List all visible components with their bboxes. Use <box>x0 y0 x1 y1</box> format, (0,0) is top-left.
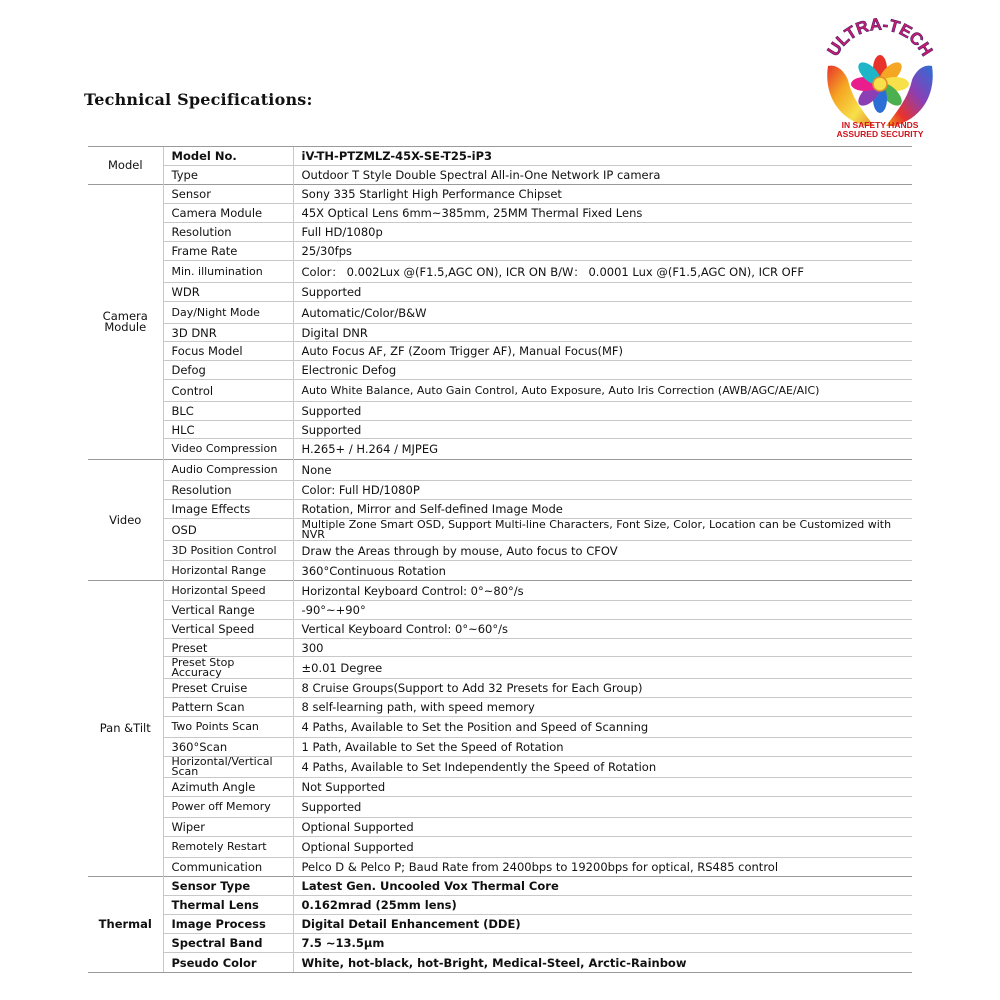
spec-value: Automatic/Color/B&W <box>293 302 912 324</box>
spec-value: iV-TH-PTZMLZ-45X-SE-T25-iP3 <box>293 147 912 166</box>
logo-tagline-1: IN SAFETY HANDS <box>841 120 919 130</box>
table-row <box>88 166 912 185</box>
spec-value: Digital Detail Enhancement (DDE) <box>293 915 912 934</box>
spec-item: Focus Model <box>163 342 293 361</box>
spec-value: 4 Paths, Available to Set Independently the Speed of Rotation <box>293 757 912 778</box>
table-row <box>88 421 912 439</box>
spec-value: ±0.01 Degree <box>293 657 912 679</box>
spec-item: Horizontal Range <box>163 561 293 581</box>
table-row <box>88 858 912 877</box>
spec-item: Horizontal Speed <box>163 581 293 601</box>
spec-item: Spectral Band <box>163 934 293 953</box>
spec-item: Power off Memory <box>163 797 293 818</box>
table-row <box>88 797 912 818</box>
table-row <box>88 657 912 679</box>
table-row <box>88 896 912 915</box>
table-row <box>88 601 912 620</box>
spec-item: Wiper <box>163 818 293 837</box>
table-row <box>88 717 912 738</box>
spec-item: Communication <box>163 858 293 877</box>
spec-value: Not Supported <box>293 778 912 797</box>
spec-item: Image Effects <box>163 500 293 519</box>
spec-item: Two Points Scan <box>163 717 293 738</box>
spec-item: Video Compression <box>163 439 293 460</box>
spec-value: Supported <box>293 283 912 302</box>
spec-item: Min. illumination <box>163 261 293 283</box>
table-row <box>88 204 912 223</box>
table-row <box>88 561 912 581</box>
section-camera-module: Camera Module <box>88 185 163 460</box>
spec-item: Model No. <box>163 147 293 166</box>
spec-value: 7.5 ~13.5μm <box>293 934 912 953</box>
spec-item: 3D DNR <box>163 324 293 342</box>
spec-value: Color： 0.002Lux @(F1.5,AGC ON), ICR ON B/W： 0.0001 Lux @(F1.5,AGC ON), ICR OFF <box>293 261 912 283</box>
table-row <box>88 639 912 657</box>
table-row <box>88 541 912 561</box>
spec-value: Optional Supported <box>293 837 912 858</box>
spec-item: Type <box>163 166 293 185</box>
spec-value: Color: Full HD/1080P <box>293 481 912 500</box>
table-row <box>88 738 912 757</box>
spec-value: Supported <box>293 797 912 818</box>
spec-item: Sensor Type <box>163 877 293 896</box>
spec-item: BLC <box>163 402 293 421</box>
spec-value: Latest Gen. Uncooled Vox Thermal Core <box>293 877 912 896</box>
table-row <box>88 757 912 778</box>
table-row <box>88 439 912 460</box>
spec-value: H.265+ / H.264 / MJPEG <box>293 439 912 460</box>
ultra-tech-logo <box>814 14 946 146</box>
table-row <box>88 380 912 402</box>
table-row <box>88 402 912 421</box>
spec-item: Preset Stop Accuracy <box>163 657 293 679</box>
spec-item: Audio Compression <box>163 460 293 481</box>
spec-item: Pattern Scan <box>163 698 293 717</box>
table-row <box>88 837 912 858</box>
table-row <box>88 460 912 481</box>
table-row <box>88 261 912 283</box>
table-row <box>88 915 912 934</box>
spec-item: Defog <box>163 361 293 380</box>
spec-item: 3D Position Control <box>163 541 293 561</box>
table-row <box>88 283 912 302</box>
page-title: Technical Specifications: <box>84 90 313 109</box>
spec-item: Azimuth Angle <box>163 778 293 797</box>
spec-value: Horizontal Keyboard Control: 0°~80°/s <box>293 581 912 601</box>
spec-item: Horizontal/Vertical Scan <box>163 757 293 778</box>
table-row <box>88 185 912 204</box>
table-row <box>88 934 912 953</box>
spec-item: WDR <box>163 283 293 302</box>
spec-value: -90°~+90° <box>293 601 912 620</box>
table-row <box>88 223 912 242</box>
table-row <box>88 481 912 500</box>
spec-value: Draw the Areas through by mouse, Auto focus to CFOV <box>293 541 912 561</box>
spec-item: Frame Rate <box>163 242 293 261</box>
table-row <box>88 698 912 717</box>
spec-value: 1 Path, Available to Set the Speed of Rotation <box>293 738 912 757</box>
spec-item: 360°Scan <box>163 738 293 757</box>
spec-value: None <box>293 460 912 481</box>
table-row <box>88 818 912 837</box>
table-row <box>88 500 912 519</box>
logo-brand: ULTRA-TECH <box>823 14 937 60</box>
spec-value: 8 Cruise Groups(Support to Add 32 Presets for Each Group) <box>293 679 912 698</box>
spec-value: 45X Optical Lens 6mm~385mm, 25MM Thermal Fixed Lens <box>293 204 912 223</box>
spec-item: Image Process <box>163 915 293 934</box>
table-row <box>88 581 912 601</box>
spec-value: 0.162mrad (25mm lens) <box>293 896 912 915</box>
spec-item: HLC <box>163 421 293 439</box>
spec-item: Resolution <box>163 481 293 500</box>
spec-value: Full HD/1080p <box>293 223 912 242</box>
spec-item: Vertical Speed <box>163 620 293 639</box>
spec-item: Control <box>163 380 293 402</box>
table-row <box>88 877 912 896</box>
table-row <box>88 302 912 324</box>
section-thermal: Thermal <box>88 877 163 973</box>
spec-value: Electronic Defog <box>293 361 912 380</box>
table-row <box>88 778 912 797</box>
spec-value: Digital DNR <box>293 324 912 342</box>
spec-item: Day/Night Mode <box>163 302 293 324</box>
spec-value: Outdoor T Style Double Spectral All-in-One Network IP camera <box>293 166 912 185</box>
svg-text:ULTRA-TECH <box>824 15 937 60</box>
spec-value: Multiple Zone Smart OSD, Support Multi-line Characters, Font Size, Color, Location can be Customized with NVR <box>293 519 912 541</box>
spec-value: Auto Focus AF, ZF (Zoom Trigger AF), Manual Focus(MF) <box>293 342 912 361</box>
spec-item: Thermal Lens <box>163 896 293 915</box>
spec-value: 8 self-learning path, with speed memory <box>293 698 912 717</box>
spec-value: Auto White Balance, Auto Gain Control, Auto Exposure, Auto Iris Correction (AWB/AGC/AE/AIC) <box>293 380 912 402</box>
table-row <box>88 324 912 342</box>
spec-value: Supported <box>293 402 912 421</box>
table-row <box>88 361 912 380</box>
table-row <box>88 342 912 361</box>
table-row <box>88 953 912 973</box>
table-row <box>88 519 912 541</box>
table-row <box>88 679 912 698</box>
section-pan-tilt: Pan &Tilt <box>88 581 163 877</box>
table-row <box>88 620 912 639</box>
spec-item: Vertical Range <box>163 601 293 620</box>
logo-tagline-2: ASSURED SECURITY <box>836 129 924 139</box>
spec-item: Preset Cruise <box>163 679 293 698</box>
section-model: Model <box>88 147 163 185</box>
spec-value: Sony 335 Starlight High Performance Chipset <box>293 185 912 204</box>
spec-value: 4 Paths, Available to Set the Position and Speed of Scanning <box>293 717 912 738</box>
spec-table <box>88 146 912 973</box>
spec-value: Supported <box>293 421 912 439</box>
spec-value: 25/30fps <box>293 242 912 261</box>
spec-item: Sensor <box>163 185 293 204</box>
spec-item: Remotely Restart <box>163 837 293 858</box>
spec-value: 360°Continuous Rotation <box>293 561 912 581</box>
spec-value: 300 <box>293 639 912 657</box>
spec-value: White, hot-black, hot-Bright, Medical-Steel, Arctic-Rainbow <box>293 953 912 973</box>
spec-item: Preset <box>163 639 293 657</box>
spec-value: Optional Supported <box>293 818 912 837</box>
table-row <box>88 147 912 166</box>
section-video: Video <box>88 460 163 581</box>
spec-value: Rotation, Mirror and Self-defined Image Mode <box>293 500 912 519</box>
spec-item: Pseudo Color <box>163 953 293 973</box>
spec-value: Pelco D & Pelco P; Baud Rate from 2400bps to 19200bps for optical, RS485 control <box>293 858 912 877</box>
spec-item: Camera Module <box>163 204 293 223</box>
spec-value: Vertical Keyboard Control: 0°~60°/s <box>293 620 912 639</box>
spec-item: Resolution <box>163 223 293 242</box>
spec-item: OSD <box>163 519 293 541</box>
table-row <box>88 242 912 261</box>
